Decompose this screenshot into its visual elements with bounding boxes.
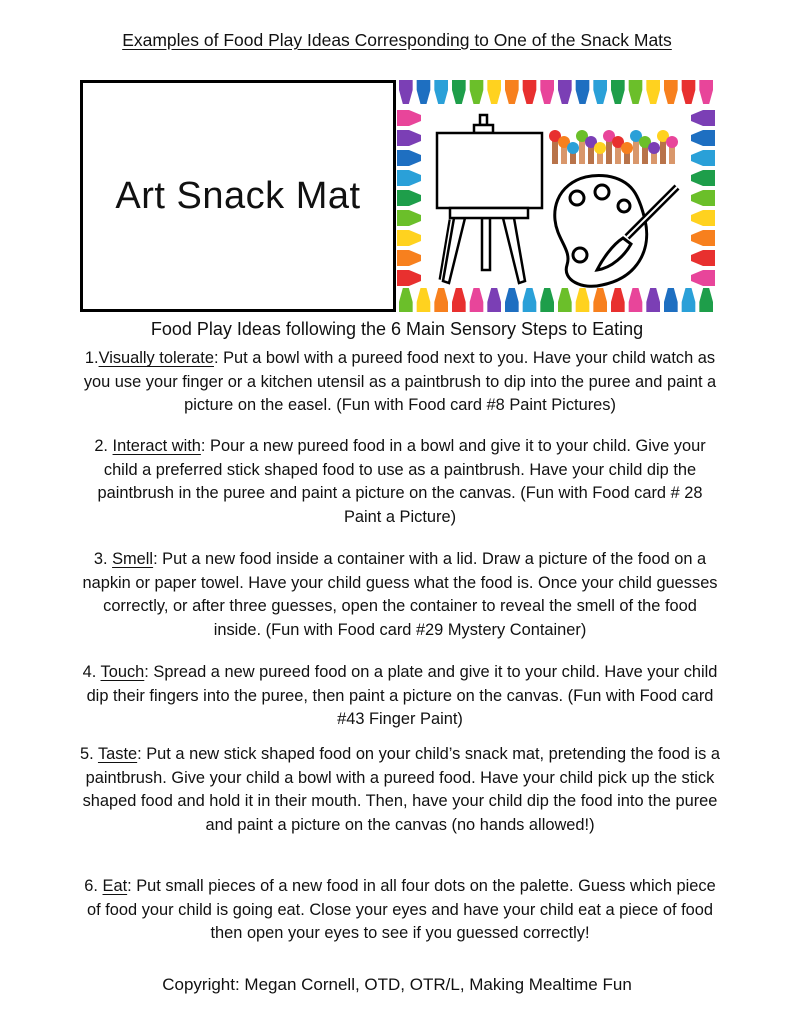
crayon — [558, 288, 572, 312]
step-1 — [80, 347, 720, 418]
painted-hand — [621, 142, 633, 154]
crayon — [397, 110, 421, 126]
step-6 — [80, 875, 720, 946]
arm — [615, 146, 621, 164]
palette-brush-icon — [555, 175, 677, 286]
crayon — [691, 210, 715, 226]
step-text: : Put small pieces of a new food in all four dots on the palette. Guess which piece of food your child is going eat. Close your eyes and have your child eat a piece of food then open your eyes to see if you guessed correctly! — [87, 877, 716, 942]
step-label: Visually tolerate — [98, 349, 214, 367]
crayon — [699, 80, 713, 104]
crayon — [397, 270, 421, 286]
section-subtitle: Food Play Ideas following the 6 Main Sensory Steps to Eating — [150, 319, 644, 339]
crayon — [487, 288, 501, 312]
crayon — [691, 250, 715, 266]
crayon — [629, 288, 643, 312]
crayon — [593, 80, 607, 104]
crayon — [691, 110, 715, 126]
arm — [552, 140, 558, 164]
step-text: : Put a bowl with a pureed food next to you. Have your child watch as you use your finger or a kitchen utensil as a paintbrush to dip into the puree and paint a picture on the easel. (Fun with Food card #8 Paint Pictures) — [83, 349, 717, 414]
crayon — [682, 80, 696, 104]
crayon — [470, 80, 484, 104]
crayon — [664, 80, 678, 104]
crayon — [397, 250, 421, 266]
crayon — [611, 288, 625, 312]
crayon — [699, 288, 713, 312]
crayon — [540, 80, 554, 104]
snack-mat-label: Art Snack Mat — [115, 174, 361, 217]
arm — [669, 146, 675, 164]
art-snack-mat-illustration — [397, 80, 715, 312]
crayon — [434, 80, 448, 104]
crayon — [646, 80, 660, 104]
crayon — [452, 80, 466, 104]
crayon — [417, 80, 431, 104]
step-number: 2. — [94, 437, 113, 455]
crayon — [434, 288, 448, 312]
crayon — [397, 230, 421, 246]
crayon — [646, 288, 660, 312]
painted-hand — [567, 142, 579, 154]
crayon — [399, 80, 413, 104]
crayon — [540, 288, 554, 312]
painted-hand — [666, 136, 678, 148]
step-3 — [80, 548, 720, 642]
crayon — [664, 288, 678, 312]
crayon — [523, 80, 537, 104]
step-label: Interact with — [112, 437, 201, 455]
crayon — [397, 170, 421, 186]
arm — [642, 146, 648, 164]
step-5 — [80, 743, 720, 837]
crayon — [558, 80, 572, 104]
arm — [606, 140, 612, 164]
crayon — [691, 270, 715, 286]
crayon — [691, 230, 715, 246]
crayon — [629, 80, 643, 104]
step-number: 5. — [80, 745, 98, 763]
crayon — [691, 170, 715, 186]
crayon — [397, 190, 421, 206]
step-number: 6. — [84, 877, 103, 895]
arm — [633, 140, 639, 164]
snack-mat-label-box — [80, 80, 396, 312]
step-text: : Put a new food inside a container with a lid. Draw a picture of the food on a napkin or paper towel. Have your child guess what the food is. Once your child guesses correctly, or after three guesses, open the container to reveal the smell of the food inside. (Fun with Food card #29 Mystery Container) — [82, 550, 718, 639]
crayon — [682, 288, 696, 312]
crayon — [505, 288, 519, 312]
crayon — [452, 288, 466, 312]
copyright: Copyright: Megan Cornell, OTD, OTR/L, Making Mealtime Fun — [162, 975, 632, 994]
crayon — [576, 80, 590, 104]
step-number: 1. — [84, 349, 99, 367]
crayon — [397, 150, 421, 166]
step-text: : Put a new stick shaped food on your child’s snack mat, pretending the food is a paintbrush. Give your child a bowl with a pureed food. Have your child pick up the stick shaped food and hold it in their mouth. Then, have your child dip the food into the puree and paint a picture on the canvas (no hands allowed!) — [82, 745, 720, 834]
crayon — [487, 80, 501, 104]
crayon — [576, 288, 590, 312]
crayon — [397, 130, 421, 146]
crayon — [691, 150, 715, 166]
crayon — [505, 80, 519, 104]
step-label: Eat — [102, 877, 128, 895]
arm — [660, 140, 666, 164]
crayon — [691, 190, 715, 206]
step-2 — [80, 435, 720, 529]
step-text: : Spread a new pureed food on a plate and give it to your child. Have your child dip their fingers into the puree, then paint a picture on the canvas. (Fun with Food card #43 Finger Paint) — [86, 663, 718, 728]
step-4 — [80, 661, 720, 732]
step-number: 4. — [82, 663, 101, 681]
crayon — [691, 130, 715, 146]
crayon — [399, 288, 413, 312]
arm — [561, 146, 567, 164]
crayon — [523, 288, 537, 312]
page-title: Examples of Food Play Ideas Corresponding to One of the Snack Mats — [122, 30, 672, 50]
step-label: Smell — [112, 550, 154, 568]
arm — [579, 140, 585, 164]
crayon — [593, 288, 607, 312]
painted-hand — [648, 142, 660, 154]
painted-hands-picture — [549, 130, 678, 164]
step-number: 3. — [93, 550, 113, 568]
crayon — [470, 288, 484, 312]
easel-icon — [437, 115, 542, 283]
step-text: : Pour a new pureed food in a bowl and give it to your child. Give your child a preferred stick shaped food to use as a paintbrush. Have your child dip the paintbrush in the puree and paint a picture on the canvas. (Fun with Food card # 28 Paint a Picture) — [97, 437, 706, 526]
arm — [588, 146, 594, 164]
step-label: Touch — [100, 663, 145, 681]
crayon — [417, 288, 431, 312]
crayon — [397, 210, 421, 226]
crayon — [611, 80, 625, 104]
step-label: Taste — [97, 745, 138, 763]
painted-hand — [594, 142, 606, 154]
